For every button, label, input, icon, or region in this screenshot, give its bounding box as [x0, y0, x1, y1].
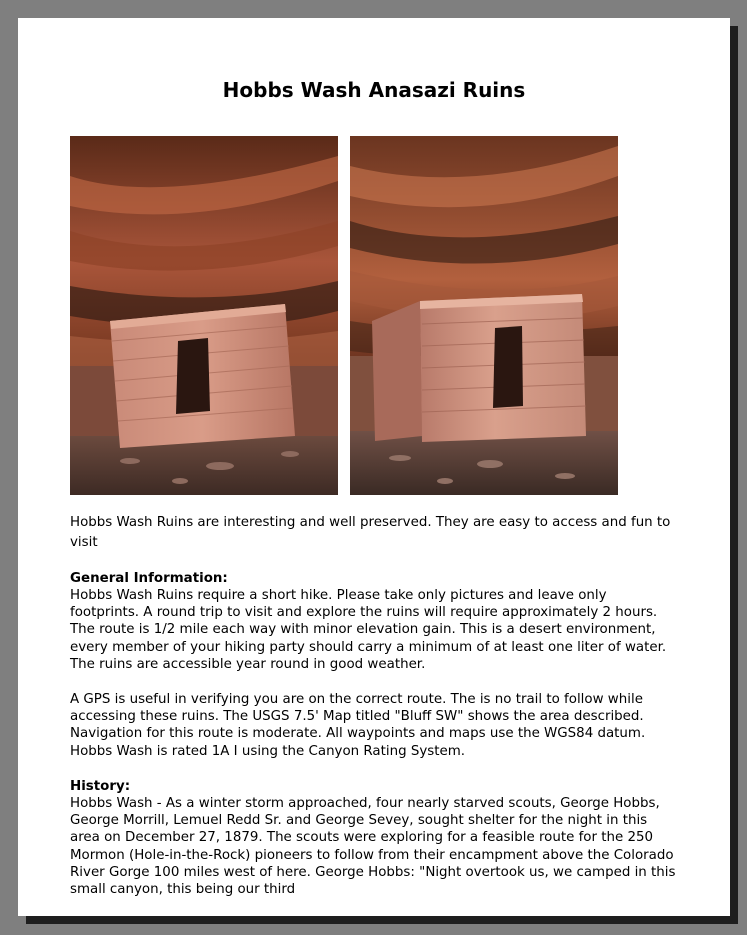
document-page [18, 18, 730, 916]
page-title: Hobbs Wash Anasazi Ruins [222, 78, 526, 102]
intro-paragraph: Hobbs Wash Ruins are interesting and well preserved. They are easy to access and fun to visit [70, 515, 671, 550]
ruin-photo-front [70, 136, 338, 495]
general-info-paragraph-1: Hobbs Wash Ruins require a short hike. Please take only pictures and leave only footprints. A round trip to visit and explore the ruins will require approximately 2 hours. The route is 1/2 mile each way with minor elevation gain. This is a desert environment, every member of your hiking party should carry a minimum of at least one liter of water. The ruins are accessible year round in good weather. [70, 588, 667, 672]
ruin-photo-angle [350, 136, 618, 495]
history-heading: History: [70, 779, 131, 794]
history-paragraph: Hobbs Wash - As a winter storm approached, four nearly starved scouts, George Hobbs, George Morrill, Lemuel Redd Sr. and George Sevey, sought shelter for the night in this area on December 27, 1879. The scouts were exploring for a feasible route for the 250 Mormon (Hole-in-the-Rock) pioneers to follow from their encampment above the Colorado River Gorge 100 miles west of here. George Hobbs: "Night overtook us, we camped in this small canyon, this being our third [70, 796, 676, 898]
general-info-heading: General Information: [70, 571, 228, 586]
general-info-paragraph-2: A GPS is useful in verifying you are on the correct route. The is no trail to follow while accessing these ruins. The USGS 7.5' Map titled "Bluff SW" shows the area described. Navigation for this route is moderate. All waypoints and maps use the WGS84 datum. Hobbs Wash is rated 1A I using the Canyon Rating System. [70, 692, 646, 759]
